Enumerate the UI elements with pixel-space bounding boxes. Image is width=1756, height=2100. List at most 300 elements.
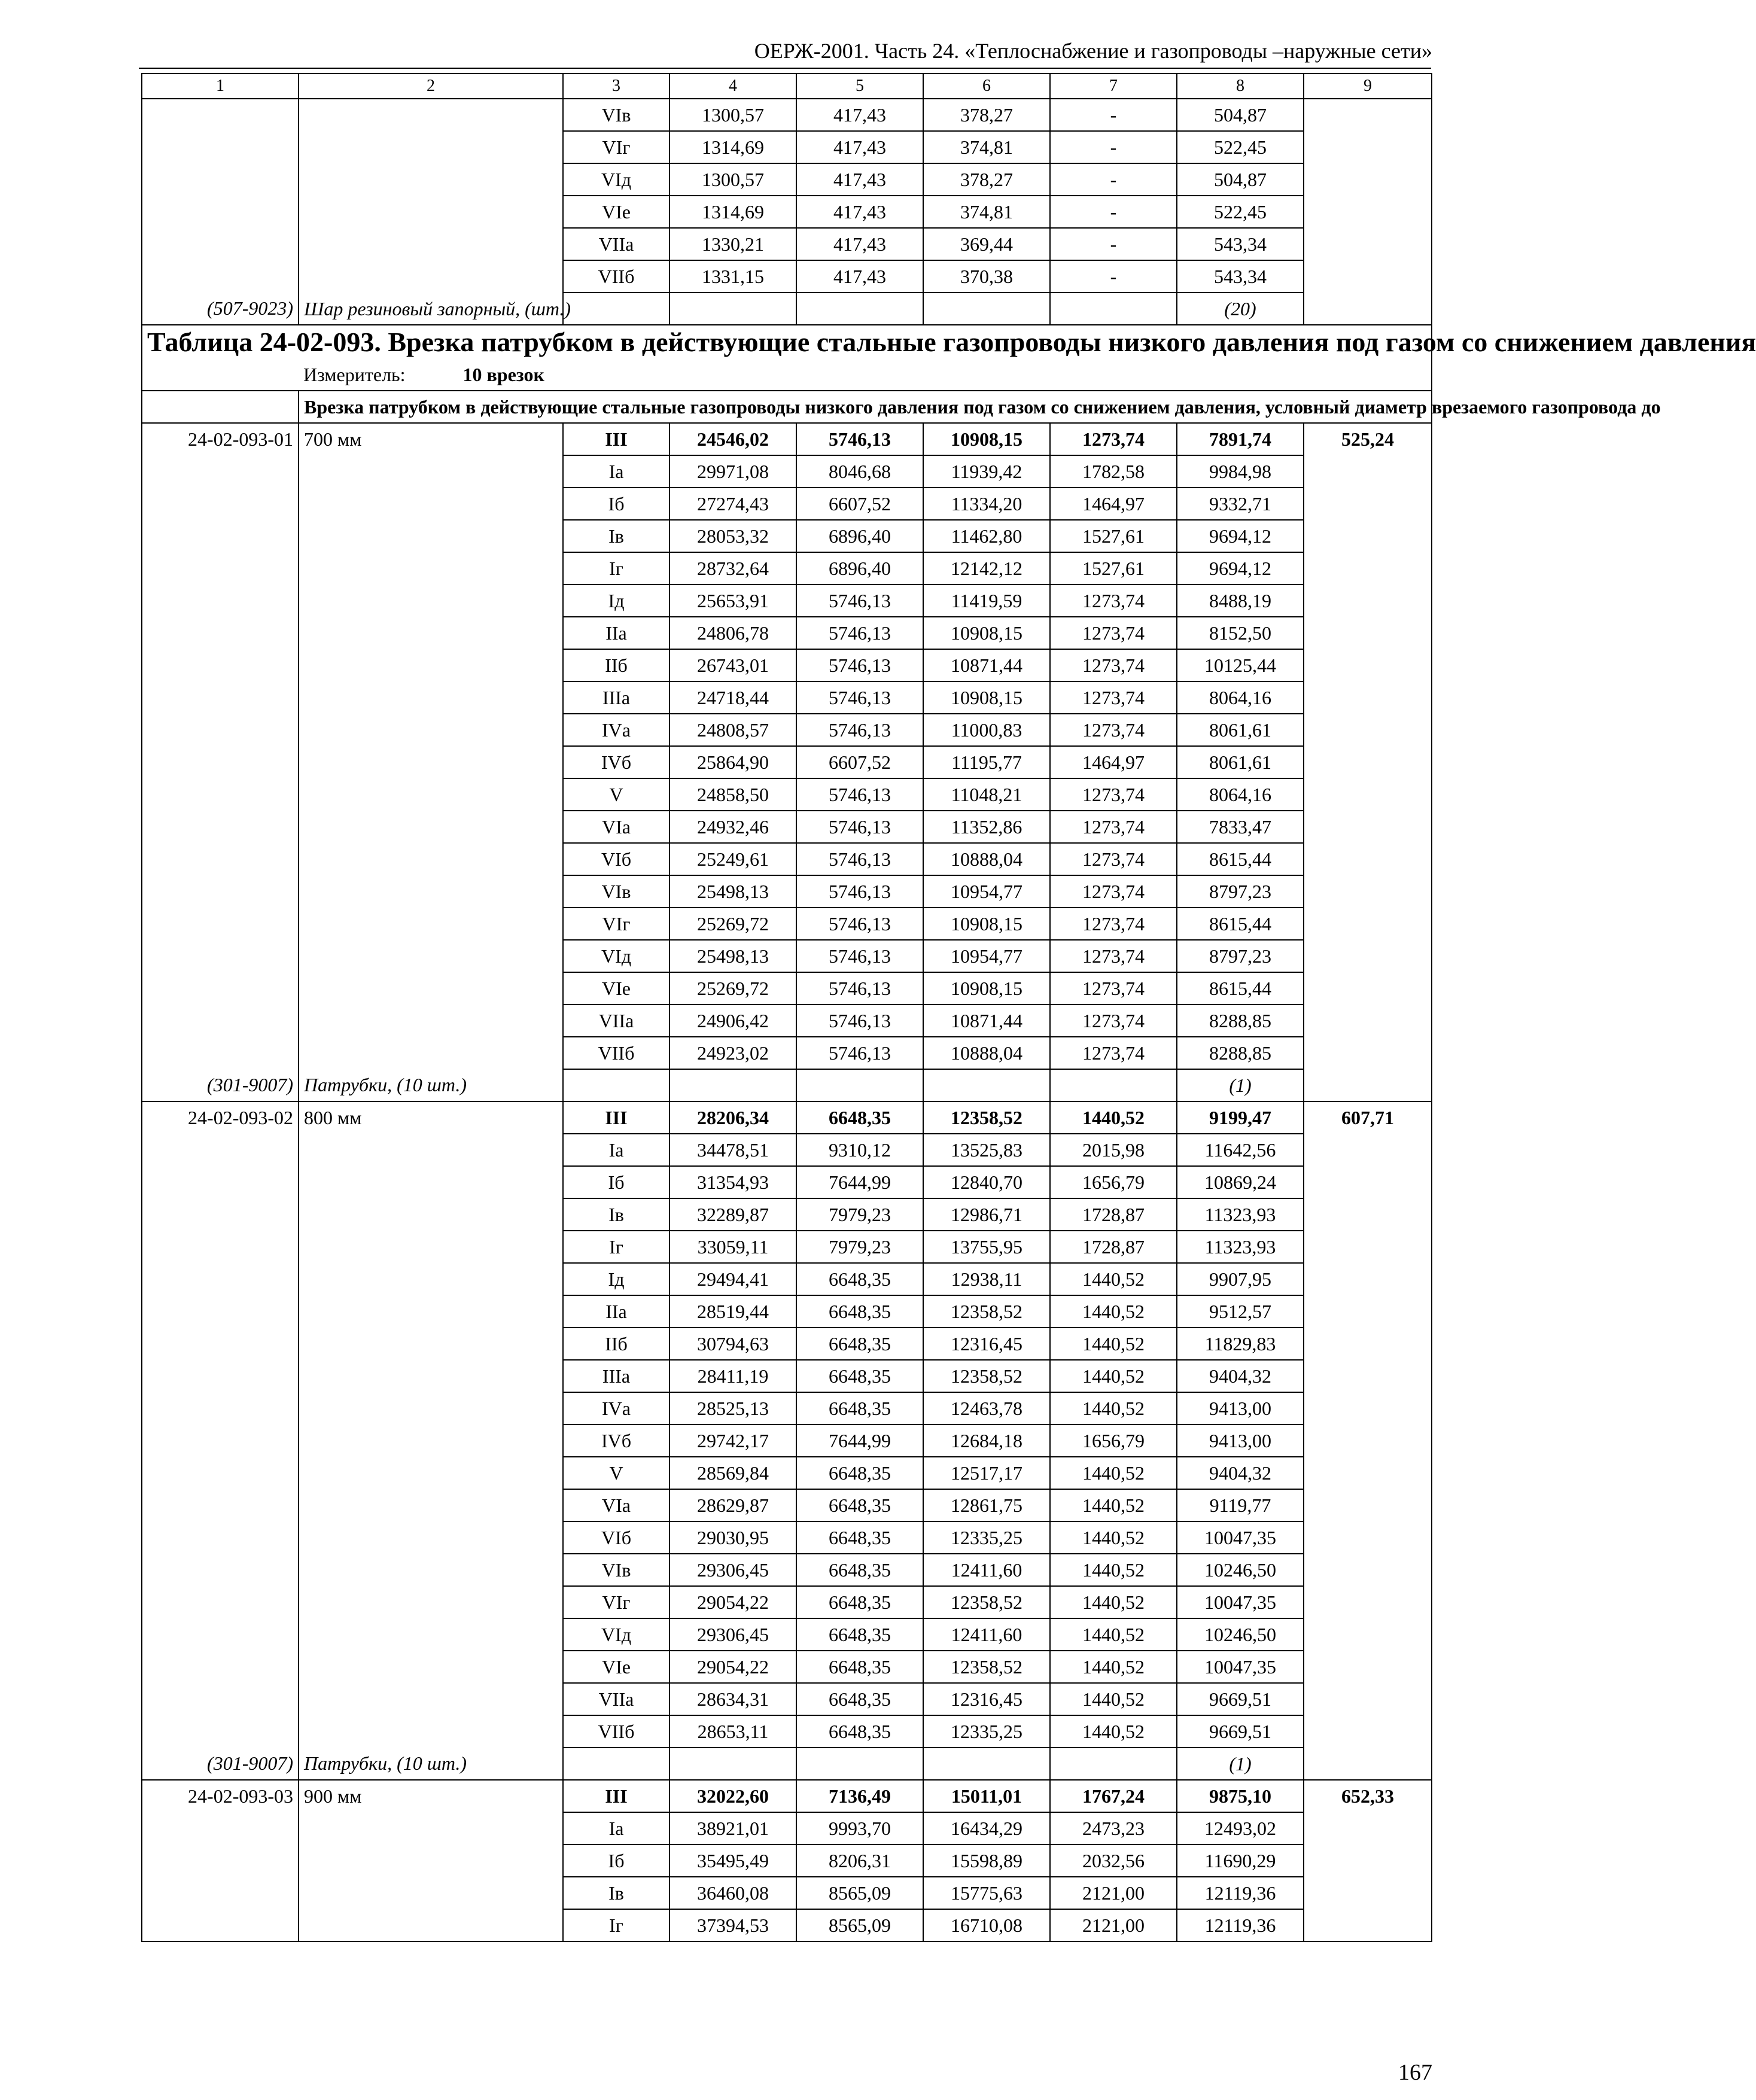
column-number: 2 — [299, 74, 563, 99]
value-cell: 2121,00 — [1050, 1877, 1177, 1909]
value-cell-9 — [1304, 1295, 1432, 1328]
diameter-label — [299, 1845, 563, 1877]
value-cell: 6648,35 — [796, 1586, 923, 1618]
value-cell: 1273,74 — [1050, 617, 1177, 649]
column-number-row — [142, 74, 1432, 99]
value-cell: 25864,90 — [669, 746, 796, 778]
value-cell: 1440,52 — [1050, 1715, 1177, 1748]
value-cell: 9404,32 — [1177, 1360, 1304, 1392]
price-code: 24-02-093-01 — [142, 423, 299, 455]
value-cell: 8488,19 — [1177, 585, 1304, 617]
value-cell: 543,34 — [1177, 228, 1304, 260]
column-number: 5 — [796, 74, 923, 99]
diameter-label: 800 мм — [299, 1101, 563, 1134]
zone-cell: VIв — [563, 875, 669, 908]
empty-cell — [796, 1748, 923, 1780]
value-cell-9 — [1304, 972, 1432, 1005]
value-cell: 28732,64 — [669, 552, 796, 585]
price-code — [142, 228, 299, 260]
zone-cell: VIе — [563, 972, 669, 1005]
value-cell: 5746,13 — [796, 811, 923, 843]
value-cell: 10871,44 — [923, 1005, 1050, 1037]
diameter-label — [299, 811, 563, 843]
value-cell: 12411,60 — [923, 1554, 1050, 1586]
table-row — [142, 1489, 1432, 1521]
value-cell: 29054,22 — [669, 1651, 796, 1683]
diameter-label — [299, 1005, 563, 1037]
zone-cell: VIв — [563, 1554, 669, 1586]
zone-cell: VIе — [563, 196, 669, 228]
zone-cell: IIб — [563, 649, 669, 681]
value-cell: 378,27 — [923, 163, 1050, 196]
value-cell: 26743,01 — [669, 649, 796, 681]
table-row — [142, 455, 1432, 488]
value-cell-9 — [1304, 1231, 1432, 1263]
price-code — [142, 875, 299, 908]
value-cell-9 — [1304, 1392, 1432, 1425]
value-cell: 1464,97 — [1050, 746, 1177, 778]
value-cell: 5746,13 — [796, 843, 923, 875]
value-cell: 7136,49 — [796, 1780, 923, 1812]
value-cell-9 — [1304, 1198, 1432, 1231]
value-cell-9 — [1304, 940, 1432, 972]
value-cell-9 — [1304, 1554, 1432, 1586]
value-cell: 9993,70 — [796, 1812, 923, 1845]
value-cell: 28411,19 — [669, 1360, 796, 1392]
diameter-label — [299, 1715, 563, 1748]
value-cell: 25269,72 — [669, 972, 796, 1005]
value-cell: 2473,23 — [1050, 1812, 1177, 1845]
table-row — [142, 1231, 1432, 1263]
diameter-label — [299, 1651, 563, 1683]
column-number: 9 — [1304, 74, 1432, 99]
diameter-label — [299, 1134, 563, 1166]
value-cell: 12358,52 — [923, 1295, 1050, 1328]
value-cell: 10888,04 — [923, 1037, 1050, 1069]
price-code — [142, 488, 299, 520]
value-cell: 11829,83 — [1177, 1328, 1304, 1360]
value-cell: 6648,35 — [796, 1618, 923, 1651]
value-cell: 10125,44 — [1177, 649, 1304, 681]
value-cell: 522,45 — [1177, 131, 1304, 163]
value-cell: 10908,15 — [923, 972, 1050, 1005]
value-cell: 504,87 — [1177, 163, 1304, 196]
value-cell: 25653,91 — [669, 585, 796, 617]
value-cell: 1273,74 — [1050, 649, 1177, 681]
column-number: 8 — [1177, 74, 1304, 99]
value-cell: 374,81 — [923, 131, 1050, 163]
empty-cell — [142, 391, 299, 423]
value-cell: 9694,12 — [1177, 520, 1304, 552]
empty-cell — [796, 293, 923, 325]
zone-cell: IVб — [563, 1425, 669, 1457]
measure-row — [142, 359, 1432, 391]
value-cell: 15011,01 — [923, 1780, 1050, 1812]
value-cell: 6648,35 — [796, 1392, 923, 1425]
value-cell: 1273,74 — [1050, 585, 1177, 617]
price-code — [142, 972, 299, 1005]
table-title: Таблица 24-02-093. Врезка патрубком в действующие стальные газопроводы низкого давления под газом со снижением давления — [142, 325, 1432, 359]
value-cell: 8061,61 — [1177, 746, 1304, 778]
value-cell: 5746,13 — [796, 585, 923, 617]
zone-cell: VIб — [563, 843, 669, 875]
value-cell: 1440,52 — [1050, 1457, 1177, 1489]
diameter-label — [299, 1909, 563, 1941]
value-cell-9 — [1304, 1489, 1432, 1521]
value-cell: 28053,32 — [669, 520, 796, 552]
value-cell: 417,43 — [796, 196, 923, 228]
table-row — [142, 1845, 1432, 1877]
value-cell: 28653,11 — [669, 1715, 796, 1748]
value-cell: 378,27 — [923, 99, 1050, 131]
value-cell: 29030,95 — [669, 1521, 796, 1554]
zone-cell: VIв — [563, 99, 669, 131]
value-cell: 5746,13 — [796, 423, 923, 455]
diameter-label — [299, 1360, 563, 1392]
price-code — [142, 1877, 299, 1909]
price-code — [142, 585, 299, 617]
diameter-label — [299, 1037, 563, 1069]
value-cell: 24546,02 — [669, 423, 796, 455]
diameter-label — [299, 1521, 563, 1554]
value-cell: 29971,08 — [669, 455, 796, 488]
value-cell: 12517,17 — [923, 1457, 1050, 1489]
value-cell: 9907,95 — [1177, 1263, 1304, 1295]
value-cell: 8615,44 — [1177, 843, 1304, 875]
diameter-label — [299, 843, 563, 875]
value-cell: 9199,47 — [1177, 1101, 1304, 1134]
price-code — [142, 1037, 299, 1069]
value-cell: 7644,99 — [796, 1166, 923, 1198]
value-cell: 12861,75 — [923, 1489, 1050, 1521]
value-cell-9 — [1304, 196, 1432, 228]
value-cell: 5746,13 — [796, 1037, 923, 1069]
resource-qty: (1) — [1177, 1748, 1304, 1780]
diameter-label — [299, 1618, 563, 1651]
price-code — [142, 1328, 299, 1360]
value-cell-9 — [1304, 1037, 1432, 1069]
table-row — [142, 1392, 1432, 1425]
value-cell: 5746,13 — [796, 972, 923, 1005]
value-cell: 24923,02 — [669, 1037, 796, 1069]
value-cell: 15598,89 — [923, 1845, 1050, 1877]
price-code — [142, 649, 299, 681]
price-code: 24-02-093-03 — [142, 1780, 299, 1812]
value-cell: 30794,63 — [669, 1328, 796, 1360]
table-row — [142, 908, 1432, 940]
diameter-label — [299, 1683, 563, 1715]
price-code — [142, 131, 299, 163]
value-cell: 1314,69 — [669, 196, 796, 228]
estimate-table — [141, 73, 1756, 1942]
value-cell: 1728,87 — [1050, 1198, 1177, 1231]
value-cell: 9694,12 — [1177, 552, 1304, 585]
value-cell: 1273,74 — [1050, 1005, 1177, 1037]
table-row — [142, 1425, 1432, 1457]
table-row — [142, 1328, 1432, 1360]
zone-cell: Iд — [563, 1263, 669, 1295]
value-cell-9 — [1304, 552, 1432, 585]
zone-cell: VIIа — [563, 228, 669, 260]
value-cell: 5746,13 — [796, 940, 923, 972]
price-code — [142, 455, 299, 488]
zone-cell: III — [563, 1101, 669, 1134]
value-cell: 8288,85 — [1177, 1037, 1304, 1069]
value-cell: 374,81 — [923, 196, 1050, 228]
value-cell-9 — [1304, 843, 1432, 875]
zone-cell: Iб — [563, 1845, 669, 1877]
diameter-label — [299, 196, 563, 228]
page-number: 167 — [1398, 2060, 1432, 2085]
empty-cell — [1050, 293, 1177, 325]
diameter-label: 700 мм — [299, 423, 563, 455]
value-cell: 8046,68 — [796, 455, 923, 488]
value-cell: 25269,72 — [669, 908, 796, 940]
measure-label: Измеритель: — [303, 363, 406, 385]
price-code — [142, 520, 299, 552]
value-cell: 6896,40 — [796, 552, 923, 585]
price-code — [142, 1425, 299, 1457]
value-cell: 1440,52 — [1050, 1683, 1177, 1715]
resource-name: Патрубки, (10 шт.) — [299, 1748, 563, 1780]
value-cell: 5746,13 — [796, 681, 923, 714]
value-cell-9 — [1304, 1715, 1432, 1748]
resource-qty: (20) — [1177, 293, 1304, 325]
table-row — [142, 163, 1432, 196]
value-cell: - — [1050, 99, 1177, 131]
value-cell: 1300,57 — [669, 163, 796, 196]
diameter-label — [299, 908, 563, 940]
value-cell: 1440,52 — [1050, 1392, 1177, 1425]
price-code — [142, 99, 299, 131]
value-cell: 1656,79 — [1050, 1166, 1177, 1198]
table-row — [142, 552, 1432, 585]
value-cell: 8615,44 — [1177, 908, 1304, 940]
zone-cell: Iа — [563, 455, 669, 488]
value-cell-9 — [1304, 163, 1432, 196]
diameter-label — [299, 1263, 563, 1295]
value-cell: 25249,61 — [669, 843, 796, 875]
value-cell-9 — [1304, 875, 1432, 908]
resource-code: (507-9023) — [142, 293, 299, 325]
value-cell: 11352,86 — [923, 811, 1050, 843]
value-cell: 7833,47 — [1177, 811, 1304, 843]
value-cell-9 — [1304, 617, 1432, 649]
price-code — [142, 746, 299, 778]
diameter-label — [299, 681, 563, 714]
resource-name: Патрубки, (10 шт.) — [299, 1069, 563, 1101]
zone-cell: Iг — [563, 552, 669, 585]
value-cell: 28629,87 — [669, 1489, 796, 1521]
diameter-label — [299, 1231, 563, 1263]
value-cell: 15775,63 — [923, 1877, 1050, 1909]
value-cell: - — [1050, 260, 1177, 293]
value-cell: 11690,29 — [1177, 1845, 1304, 1877]
value-cell: 12986,71 — [923, 1198, 1050, 1231]
value-cell: 12316,45 — [923, 1328, 1050, 1360]
value-cell: 8797,23 — [1177, 875, 1304, 908]
value-cell: 1273,74 — [1050, 778, 1177, 811]
value-cell: 7979,23 — [796, 1198, 923, 1231]
value-cell: 8615,44 — [1177, 972, 1304, 1005]
price-code — [142, 1715, 299, 1748]
value-cell: 417,43 — [796, 163, 923, 196]
value-cell: 6648,35 — [796, 1328, 923, 1360]
table-row — [142, 520, 1432, 552]
value-cell-9 — [1304, 99, 1432, 131]
value-cell-9 — [1304, 1877, 1432, 1909]
measure-value: 10 врезок — [462, 363, 544, 385]
value-cell: 9310,12 — [796, 1134, 923, 1166]
value-cell: 37394,53 — [669, 1909, 796, 1941]
value-cell: 28206,34 — [669, 1101, 796, 1134]
value-cell: 1273,74 — [1050, 843, 1177, 875]
zone-cell: Iб — [563, 1166, 669, 1198]
table-row — [142, 1554, 1432, 1586]
diameter-label — [299, 1812, 563, 1845]
zone-cell: VIг — [563, 908, 669, 940]
value-cell: 543,34 — [1177, 260, 1304, 293]
value-cell: 27274,43 — [669, 488, 796, 520]
diameter-label — [299, 778, 563, 811]
zone-cell: VIг — [563, 131, 669, 163]
zone-cell: Iг — [563, 1231, 669, 1263]
value-cell: 1656,79 — [1050, 1425, 1177, 1457]
value-cell: 24718,44 — [669, 681, 796, 714]
table-row — [142, 1263, 1432, 1295]
zone-cell: VIа — [563, 1489, 669, 1521]
value-cell: 9413,00 — [1177, 1425, 1304, 1457]
value-cell: 11334,20 — [923, 488, 1050, 520]
price-code — [142, 1134, 299, 1166]
price-code — [142, 843, 299, 875]
value-cell: 29494,41 — [669, 1263, 796, 1295]
table-row — [142, 1360, 1432, 1392]
diameter-label — [299, 260, 563, 293]
column-number: 6 — [923, 74, 1050, 99]
value-cell: 11323,93 — [1177, 1198, 1304, 1231]
value-cell: 10908,15 — [923, 681, 1050, 714]
value-cell: 28519,44 — [669, 1295, 796, 1328]
diameter-label — [299, 1198, 563, 1231]
value-cell: 1527,61 — [1050, 552, 1177, 585]
value-cell: 1767,24 — [1050, 1780, 1177, 1812]
value-cell-9 — [1304, 681, 1432, 714]
table-row — [142, 1780, 1432, 1812]
value-cell: 6896,40 — [796, 520, 923, 552]
value-cell: 417,43 — [796, 228, 923, 260]
zone-cell: VIд — [563, 940, 669, 972]
value-cell: 6648,35 — [796, 1489, 923, 1521]
value-cell: 16434,29 — [923, 1812, 1050, 1845]
value-cell: - — [1050, 228, 1177, 260]
empty-cell — [669, 1748, 796, 1780]
value-cell: 1440,52 — [1050, 1521, 1177, 1554]
value-cell: 7644,99 — [796, 1425, 923, 1457]
value-cell: 9413,00 — [1177, 1392, 1304, 1425]
value-cell: 12358,52 — [923, 1586, 1050, 1618]
table-row — [142, 681, 1432, 714]
value-cell: 9119,77 — [1177, 1489, 1304, 1521]
value-cell: 8565,09 — [796, 1877, 923, 1909]
value-cell-9 — [1304, 585, 1432, 617]
value-cell: 11642,56 — [1177, 1134, 1304, 1166]
value-cell: 1273,74 — [1050, 875, 1177, 908]
value-cell-9 — [1304, 488, 1432, 520]
value-cell: 11000,83 — [923, 714, 1050, 746]
value-cell: 31354,93 — [669, 1166, 796, 1198]
value-cell-9 — [1304, 778, 1432, 811]
table-title-row — [142, 325, 1432, 359]
table-row — [142, 1101, 1432, 1134]
price-code — [142, 617, 299, 649]
value-cell: 10047,35 — [1177, 1586, 1304, 1618]
value-cell: 36460,08 — [669, 1877, 796, 1909]
value-cell: 12119,36 — [1177, 1909, 1304, 1941]
price-code — [142, 1360, 299, 1392]
zone-cell: VIд — [563, 163, 669, 196]
value-cell: 1728,87 — [1050, 1231, 1177, 1263]
value-cell: 10246,50 — [1177, 1554, 1304, 1586]
value-cell: 24932,46 — [669, 811, 796, 843]
value-cell: 28569,84 — [669, 1457, 796, 1489]
price-code — [142, 1489, 299, 1521]
table-row — [142, 260, 1432, 293]
value-cell: 2032,56 — [1050, 1845, 1177, 1877]
value-cell: 1273,74 — [1050, 940, 1177, 972]
value-cell-9 — [1304, 1263, 1432, 1295]
diameter-label — [299, 1392, 563, 1425]
value-cell: 6648,35 — [796, 1683, 923, 1715]
empty-cell — [1050, 1748, 1177, 1780]
table-row — [142, 1877, 1432, 1909]
value-cell: 1440,52 — [1050, 1360, 1177, 1392]
value-cell: 8206,31 — [796, 1845, 923, 1877]
value-cell-9: 607,71 — [1304, 1101, 1432, 1134]
value-cell-9 — [1304, 1005, 1432, 1037]
value-cell: 2015,98 — [1050, 1134, 1177, 1166]
value-cell-9: 652,33 — [1304, 1780, 1432, 1812]
value-cell: 6648,35 — [796, 1457, 923, 1489]
diameter-label — [299, 552, 563, 585]
value-cell: 522,45 — [1177, 196, 1304, 228]
value-cell: 8288,85 — [1177, 1005, 1304, 1037]
value-cell: 1440,52 — [1050, 1651, 1177, 1683]
value-cell: 1440,52 — [1050, 1295, 1177, 1328]
value-cell: 12840,70 — [923, 1166, 1050, 1198]
zone-cell: VIб — [563, 1521, 669, 1554]
value-cell: 5746,13 — [796, 908, 923, 940]
zone-cell: Iв — [563, 1198, 669, 1231]
zone-cell: VIа — [563, 811, 669, 843]
value-cell-9 — [1304, 908, 1432, 940]
table-row — [142, 940, 1432, 972]
diameter-label — [299, 649, 563, 681]
value-cell: 11048,21 — [923, 778, 1050, 811]
value-cell: 6648,35 — [796, 1521, 923, 1554]
value-cell: 8061,61 — [1177, 714, 1304, 746]
table-row — [142, 1683, 1432, 1715]
zone-cell: IVб — [563, 746, 669, 778]
empty-cell — [1304, 1069, 1432, 1101]
diameter-label — [299, 131, 563, 163]
value-cell: 11419,59 — [923, 585, 1050, 617]
value-cell: 12411,60 — [923, 1618, 1050, 1651]
empty-cell — [1304, 293, 1432, 325]
resource-code: (301-9007) — [142, 1069, 299, 1101]
value-cell-9 — [1304, 1586, 1432, 1618]
diameter-label — [299, 875, 563, 908]
